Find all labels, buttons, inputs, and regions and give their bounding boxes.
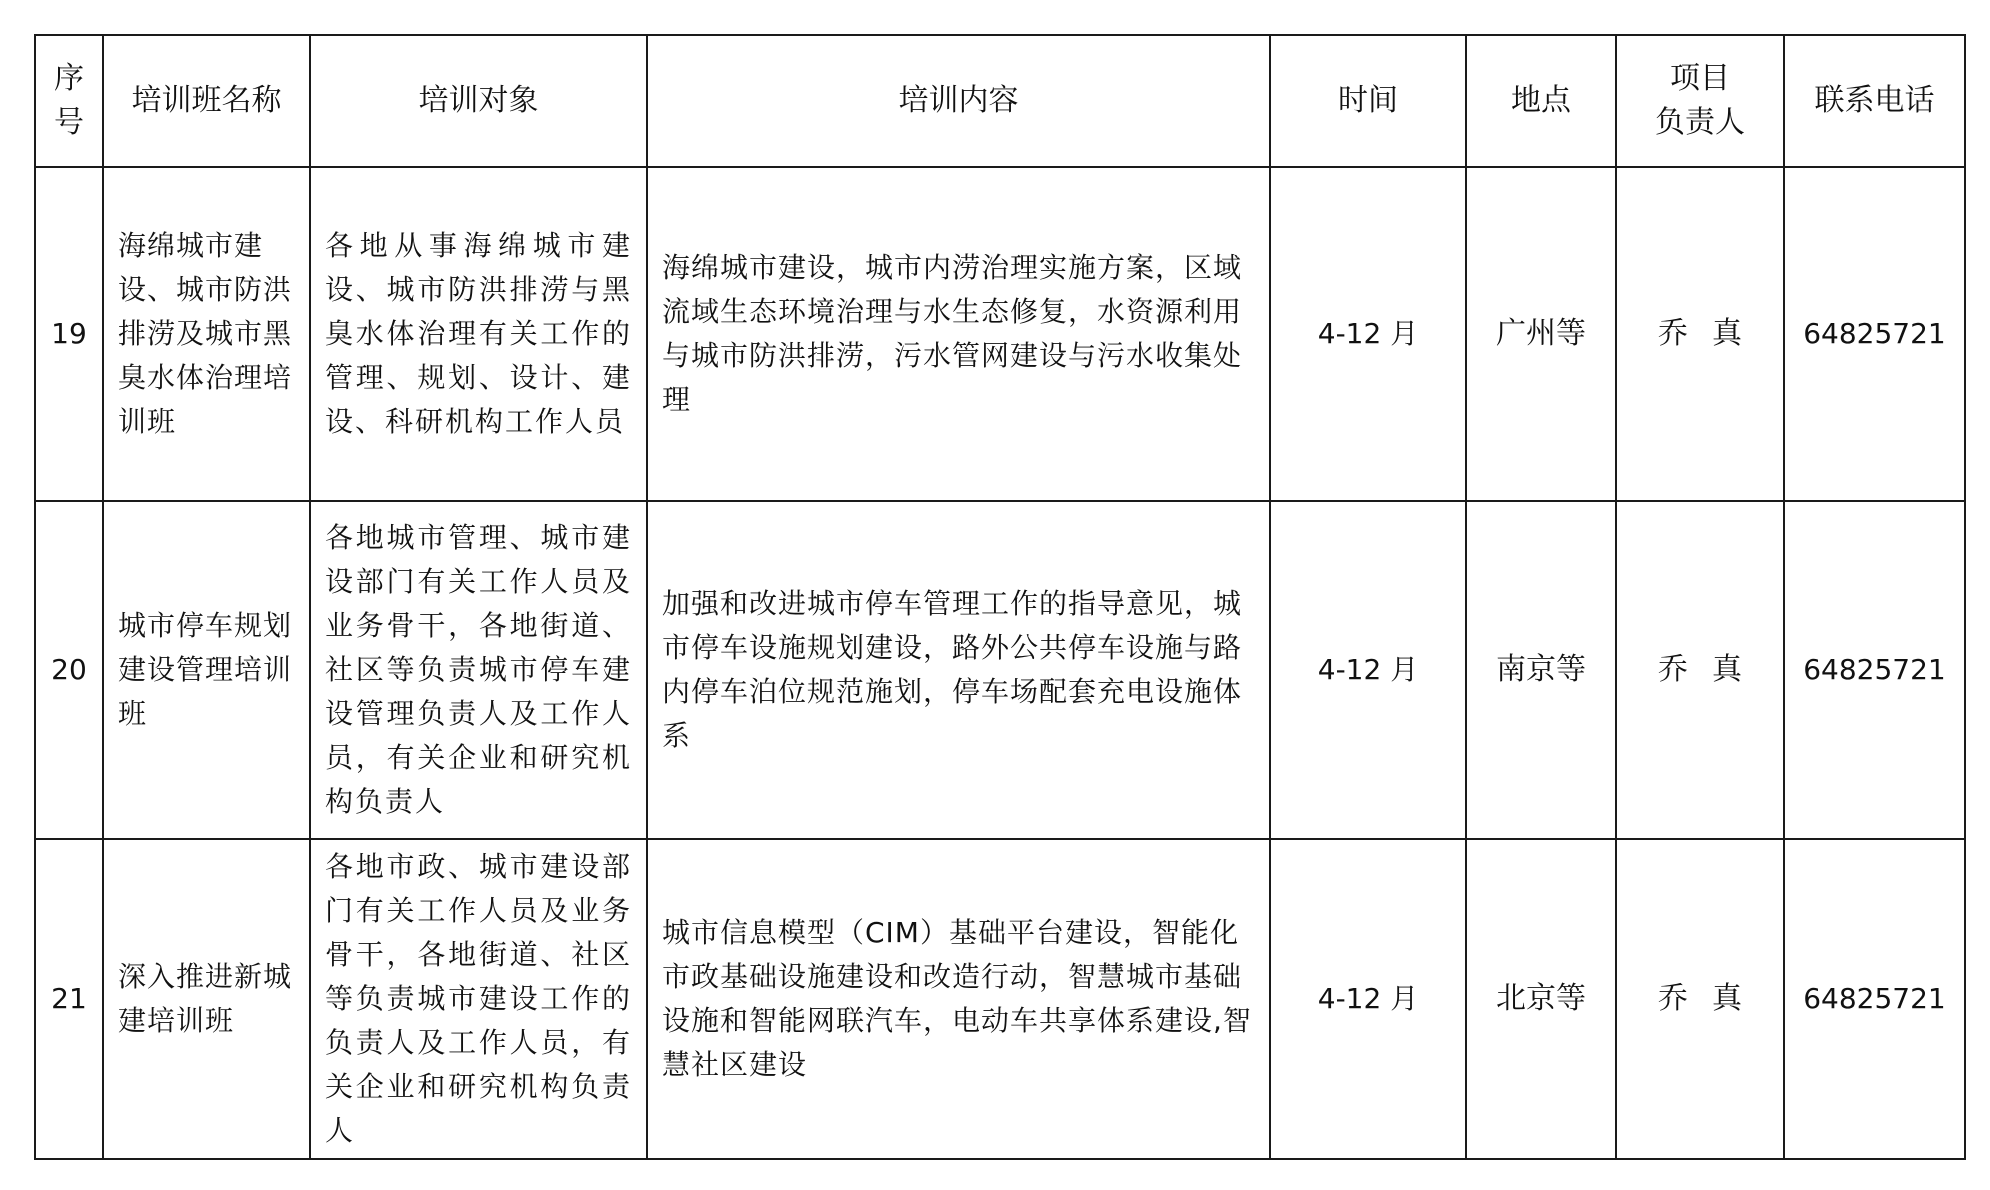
cell-time: 4-12 月 (1270, 167, 1466, 501)
training-schedule-table-wrapper (34, 34, 1964, 1160)
header-seq-line1: 序 (54, 61, 84, 96)
cell-seq: 20 (35, 501, 103, 839)
cell-place: 北京等 (1466, 839, 1616, 1159)
cell-owner: 乔真 (1616, 501, 1784, 839)
cell-name: 深入推进新城建培训班 (103, 839, 310, 1159)
cell-owner: 乔真 (1616, 167, 1784, 501)
cell-content: 城市信息模型（CIM）基础平台建设，智能化市政基础设施建设和改造行动，智慧城市基础设施和智能网联汽车，电动车共享体系建设,智慧社区建设 (647, 839, 1270, 1159)
cell-place: 广州等 (1466, 167, 1616, 501)
cell-content: 海绵城市建设，城市内涝治理实施方案，区域流域生态环境治理与水生态修复，水资源利用与城市防洪排涝，污水管网建设与污水收集处理 (647, 167, 1270, 501)
header-phone: 联系电话 (1784, 35, 1965, 167)
cell-content: 加强和改进城市停车管理工作的指导意见，城市停车设施规划建设，路外公共停车设施与路内停车泊位规范施划，停车场配套充电设施体系 (647, 501, 1270, 839)
header-owner-line2: 负责人 (1655, 105, 1745, 140)
cell-time: 4-12 月 (1270, 501, 1466, 839)
cell-target: 各地市政、城市建设部门有关工作人员及业务骨干，各地街道、社区等负责城市建设工作的负责人及工作人员，有关企业和研究机构负责人 (310, 839, 647, 1159)
cell-phone: 64825721 (1784, 501, 1965, 839)
cell-owner: 乔真 (1616, 839, 1784, 1159)
table-row (35, 839, 1965, 1159)
header-place: 地点 (1466, 35, 1616, 167)
table-header-row (35, 35, 1965, 167)
cell-name: 海绵城市建设、城市防洪排涝及城市黑臭水体治理培训班 (103, 167, 310, 501)
header-owner (1616, 35, 1784, 167)
header-owner-line1: 项目 (1670, 61, 1730, 96)
cell-time: 4-12 月 (1270, 839, 1466, 1159)
header-name: 培训班名称 (103, 35, 310, 167)
training-schedule-table (34, 34, 1966, 1160)
table-row (35, 167, 1965, 501)
table-row (35, 501, 1965, 839)
cell-phone: 64825721 (1784, 839, 1965, 1159)
header-seq (35, 35, 103, 167)
header-content: 培训内容 (647, 35, 1270, 167)
cell-name: 城市停车规划建设管理培训班 (103, 501, 310, 839)
header-seq-line2: 号 (54, 105, 84, 140)
cell-place: 南京等 (1466, 501, 1616, 839)
cell-target: 各地从事海绵城市建设、城市防洪排涝与黑臭水体治理有关工作的管理、规划、设计、建设、科研机构工作人员 (310, 167, 647, 501)
cell-target: 各地城市管理、城市建设部门有关工作人员及业务骨干，各地街道、社区等负责城市停车建设管理负责人及工作人员，有关企业和研究机构负责人 (310, 501, 647, 839)
cell-phone: 64825721 (1784, 167, 1965, 501)
header-target: 培训对象 (310, 35, 647, 167)
cell-seq: 19 (35, 167, 103, 501)
cell-seq: 21 (35, 839, 103, 1159)
header-time: 时间 (1270, 35, 1466, 167)
